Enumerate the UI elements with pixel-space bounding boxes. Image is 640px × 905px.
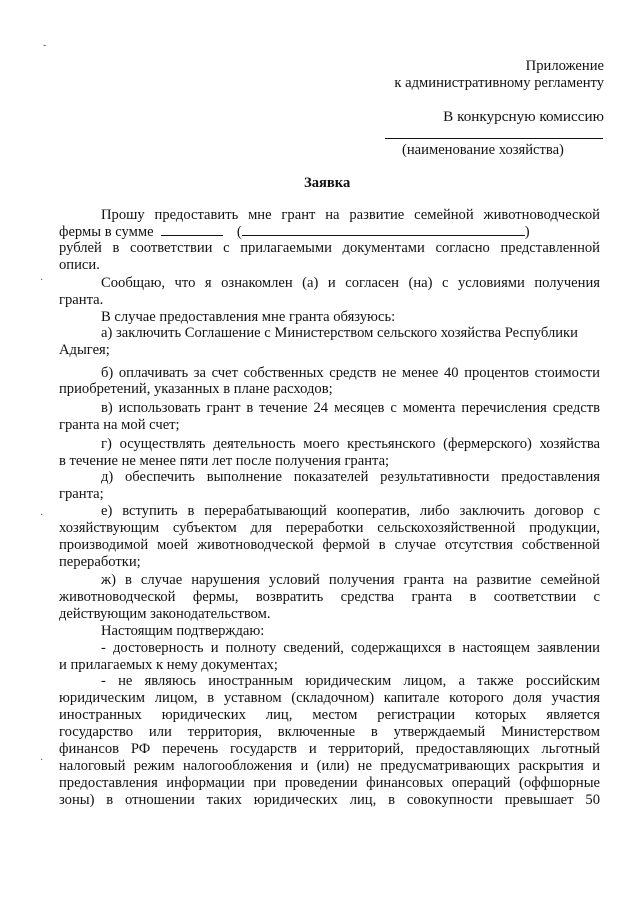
body-line: Адыгея; xyxy=(59,342,110,358)
body-line: в течение не менее пяти лет после получения гранта; xyxy=(59,453,390,469)
body-line: животноводческой фермы, возвратить средства гранта в соответствии с xyxy=(59,589,600,605)
appendix-label: Приложение xyxy=(525,58,604,74)
body-line: Сообщаю, что я ознакомлен (а) и согласен (на) с условиями получения xyxy=(101,275,600,291)
body-line: - достоверность и полноту сведений, содержащихся в настоящем заявлении xyxy=(101,640,600,656)
amount-line xyxy=(59,223,530,241)
body-line: а) заключить Соглашение с Министерством сельского хозяйства Республики xyxy=(101,325,578,341)
body-line: г) осуществлять деятельность моего крестьянского (фермерского) хозяйства xyxy=(101,436,600,452)
body-line: налоговый режим налогообложения и (или) не предусматривающих раскрытия и xyxy=(59,758,600,774)
body-text: фермы в сумме xyxy=(59,224,154,240)
body-line: производимой моей животноводческой фермой в случае отсутствия собственной xyxy=(59,537,600,553)
body-line: хозяйствующим субъектом для переработки сельскохозяйственной продукции, xyxy=(59,520,600,536)
body-line: действующим законодательством. xyxy=(59,606,271,622)
body-line: финансов РФ перечень государств и территорий, предоставляющих льготный xyxy=(59,741,600,757)
body-line: гранта на мой счет; xyxy=(59,417,180,433)
body-line: иностранных юридических лиц, местом регистрации которых является xyxy=(59,707,600,723)
regulation-reference: к административному регламенту xyxy=(394,75,604,91)
body-line: Настоящим подтверждаю: xyxy=(101,623,265,639)
body-line: зоны) в отношении таких юридических лиц, в совокупности превышает 50 xyxy=(59,792,600,808)
body-line: - не являюсь иностранным юридическим лицом, а также российским xyxy=(101,673,600,689)
farm-name-caption: (наименование хозяйства) xyxy=(402,142,564,158)
paren-close: ) xyxy=(524,224,530,240)
body-line: ж) в случае нарушения условий получения гранта на развитие семейной xyxy=(101,572,600,588)
body-line: Прошу предоставить мне грант на развитие семейной животноводческой xyxy=(101,207,600,223)
body-line: б) оплачивать за счет собственных средств не менее 40 процентов стоимости xyxy=(101,365,600,381)
body-line: переработки; xyxy=(59,554,141,570)
body-line: приобретений, указанных в плане расходов; xyxy=(59,381,333,397)
body-line: предоставления информации при проведении финансовых операций (оффшорные xyxy=(59,775,600,791)
addressee: В конкурсную комиссию xyxy=(443,108,604,125)
body-line: юридическим лицом, в уставном (складочном) капитале которого доля участия xyxy=(59,690,600,706)
body-line: д) обеспечить выполнение показателей результативности предоставления xyxy=(101,469,600,485)
body-line: е) вступить в перерабатывающий кооператив, либо заключить договор с xyxy=(101,503,600,519)
paren-open: ( xyxy=(236,224,242,240)
scan-mark: · xyxy=(40,755,44,766)
amount-field xyxy=(161,223,223,236)
body-line: государство или территория, включенные в утверждаемый Министерством xyxy=(59,724,600,740)
body-line: и прилагаемых к нему документах; xyxy=(59,657,278,673)
amount-words-field xyxy=(242,223,525,236)
body-line: описи. xyxy=(59,257,100,273)
farm-name-blank xyxy=(385,138,603,139)
body-line: рублей в соответствии с прилагаемыми документами согласно представленной xyxy=(59,240,600,256)
scan-mark: · xyxy=(40,510,44,521)
body-line: в) использовать грант в течение 24 месяцев с момента перечисления средств xyxy=(101,400,600,416)
scan-mark: · xyxy=(40,275,44,286)
document-title: Заявка xyxy=(304,175,351,191)
body-line: гранта; xyxy=(59,486,104,502)
body-line: гранта. xyxy=(59,292,104,308)
body-line: В случае предоставления мне гранта обязуюсь: xyxy=(101,309,396,325)
scan-mark: - xyxy=(43,40,47,51)
